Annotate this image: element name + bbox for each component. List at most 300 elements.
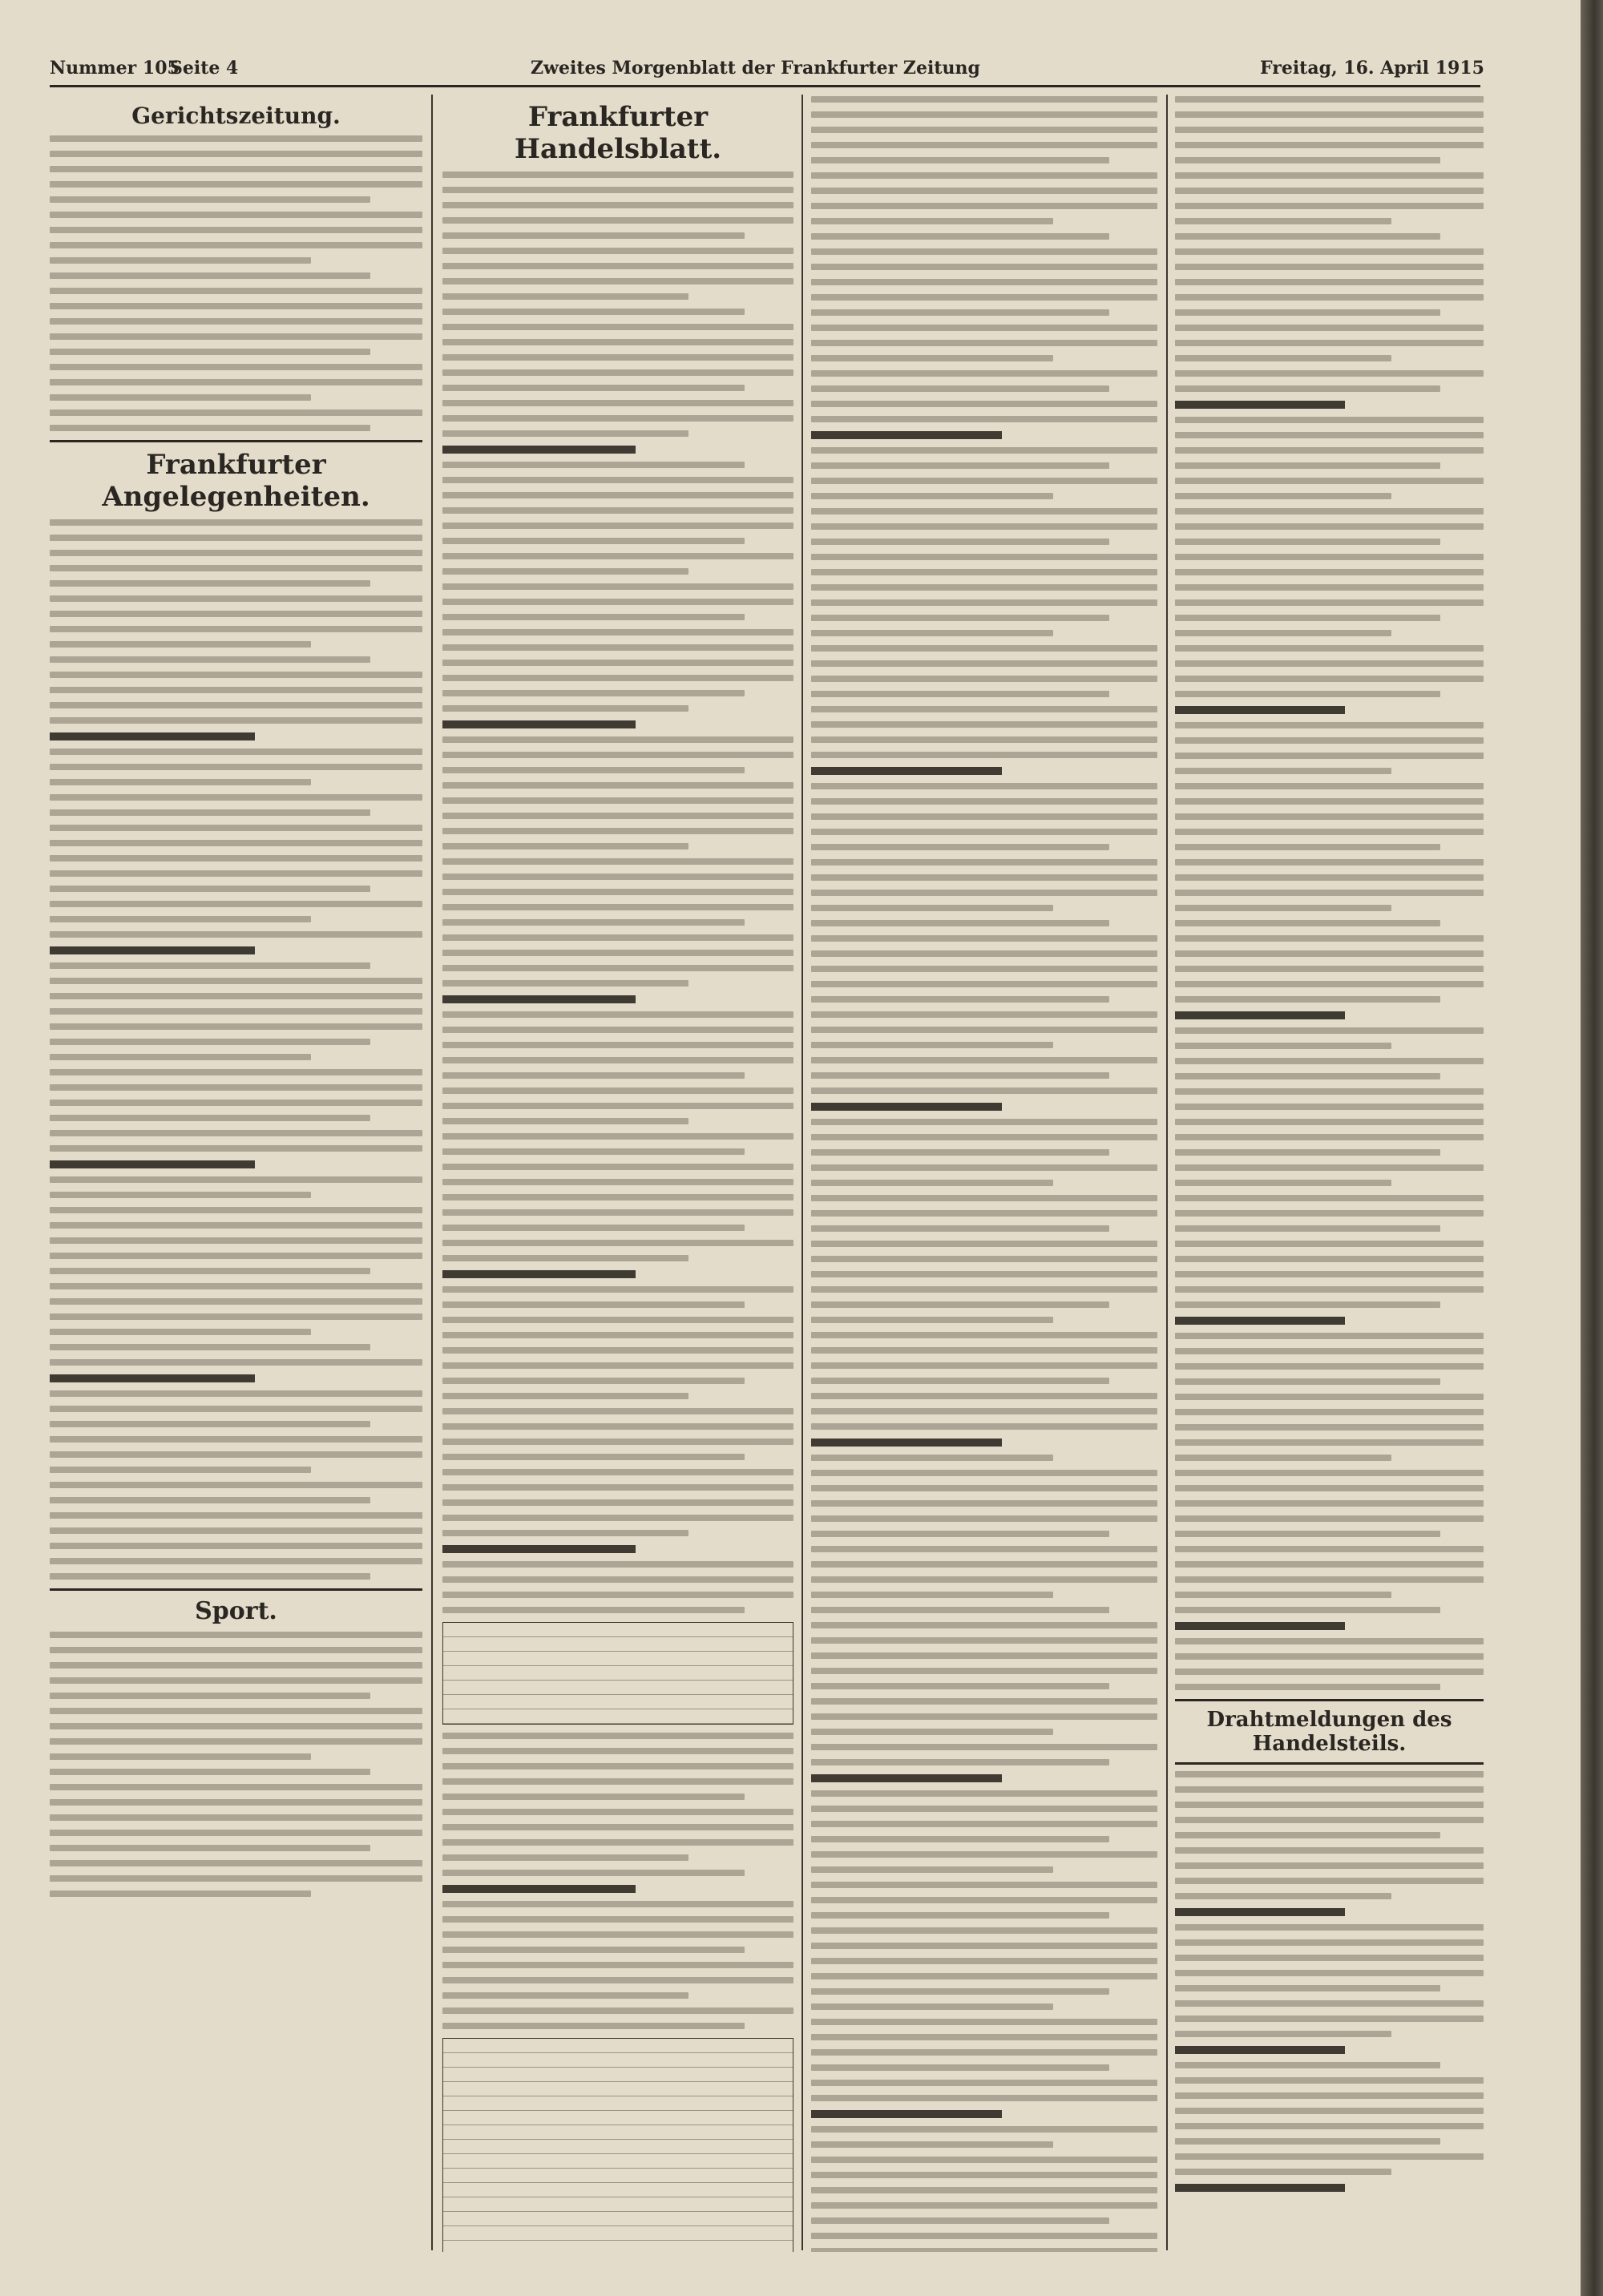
- text-line-placeholder: [811, 1592, 1053, 1598]
- text-line-placeholder: [811, 1256, 1157, 1262]
- text-line-placeholder: [811, 142, 1157, 148]
- text-line-placeholder: [1175, 1256, 1484, 1262]
- text-line-placeholder: [1175, 1893, 1391, 1899]
- text-line-placeholder: [1175, 1485, 1484, 1491]
- text-line-placeholder: [811, 1423, 1157, 1430]
- text-line-placeholder: [811, 2187, 1157, 2193]
- text-line-placeholder: [442, 1469, 793, 1475]
- text-line-placeholder: [1175, 248, 1484, 255]
- text-line-placeholder: [442, 1194, 793, 1200]
- text-line-placeholder: [1175, 722, 1484, 728]
- text-line-placeholder: [811, 203, 1157, 209]
- text-line-placeholder: [1175, 996, 1440, 1003]
- text-line-placeholder: [811, 584, 1157, 591]
- text-line-placeholder: [811, 645, 1157, 652]
- text-line-placeholder: [811, 554, 1157, 560]
- paragraph-heading-placeholder: [1175, 1622, 1345, 1630]
- text-line-placeholder: [1175, 1561, 1484, 1568]
- paragraph-heading-placeholder: [50, 946, 255, 954]
- text-line-placeholder: [50, 1100, 422, 1106]
- text-line-placeholder: [1175, 1241, 1484, 1247]
- text-line-placeholder: [50, 1192, 311, 1198]
- text-line-placeholder: [50, 1069, 422, 1075]
- text-line-placeholder: [50, 1406, 422, 1412]
- text-line-placeholder: [1175, 554, 1484, 560]
- text-line-placeholder: [1175, 478, 1484, 484]
- text-line-placeholder: [811, 264, 1157, 270]
- text-line-placeholder: [50, 1769, 370, 1775]
- text-line-placeholder: [811, 1027, 1157, 1033]
- text-line-placeholder: [811, 721, 1157, 728]
- paragraph-heading-placeholder: [1175, 1317, 1345, 1325]
- text-line-placeholder: [811, 1301, 1109, 1308]
- text-line-placeholder: [50, 702, 422, 708]
- text-line-placeholder: [811, 2141, 1053, 2148]
- text-line-placeholder: [442, 690, 745, 696]
- text-line-placeholder: [811, 1622, 1157, 1628]
- column-divider: [431, 95, 433, 2250]
- text-line-placeholder: [1175, 1939, 1484, 1946]
- text-line-placeholder: [1175, 1470, 1484, 1476]
- paragraph-heading-placeholder: [1175, 401, 1345, 409]
- text-line-placeholder: [1175, 1378, 1440, 1385]
- column-2: [442, 96, 793, 2252]
- text-line-placeholder: [442, 1947, 745, 1953]
- text-line-placeholder: [442, 248, 793, 254]
- angelegenheiten-text: [50, 519, 422, 1580]
- text-line-placeholder: [1175, 218, 1391, 224]
- text-line-placeholder: [811, 1698, 1157, 1705]
- text-line-placeholder: [811, 1607, 1109, 1613]
- text-line-placeholder: [1175, 1394, 1484, 1400]
- text-line-placeholder: [50, 1527, 422, 1534]
- text-line-placeholder: [442, 1225, 745, 1231]
- text-line-placeholder: [1175, 370, 1484, 377]
- table-row-placeholder: [443, 2096, 793, 2111]
- text-line-placeholder: [811, 233, 1109, 240]
- text-line-placeholder: [50, 1054, 311, 1060]
- text-line-placeholder: [442, 782, 793, 789]
- text-line-placeholder: [1175, 1333, 1484, 1339]
- text-line-placeholder: [1175, 1439, 1484, 1446]
- text-line-placeholder: [1175, 829, 1484, 835]
- text-line-placeholder: [811, 1195, 1157, 1201]
- table-row-placeholder: [443, 2154, 793, 2169]
- column-3-text: [811, 96, 1157, 2252]
- text-line-placeholder: [811, 2248, 1157, 2252]
- text-line-placeholder: [811, 1806, 1157, 1812]
- text-line-placeholder: [50, 1708, 422, 1714]
- text-line-placeholder: [1175, 981, 1484, 987]
- text-line-placeholder: [442, 1931, 793, 1938]
- table-row-placeholder: [443, 1637, 793, 1652]
- text-line-placeholder: [50, 764, 422, 770]
- text-line-placeholder: [50, 794, 422, 801]
- text-line-placeholder: [50, 1723, 422, 1729]
- text-line-placeholder: [811, 1180, 1053, 1186]
- text-line-placeholder: [442, 1576, 793, 1583]
- text-line-placeholder: [50, 349, 370, 355]
- text-line-placeholder: [811, 1332, 1157, 1338]
- text-line-placeholder: [50, 519, 422, 526]
- table-row-placeholder: [443, 2082, 793, 2096]
- text-line-placeholder: [50, 1875, 422, 1882]
- data-table-2: [442, 2038, 793, 2252]
- text-line-placeholder: [1175, 279, 1484, 285]
- text-line-placeholder: [1175, 1771, 1484, 1777]
- text-line-placeholder: [1175, 615, 1440, 621]
- text-line-placeholder: [50, 1512, 422, 1519]
- text-line-placeholder: [811, 996, 1109, 1003]
- text-line-placeholder: [811, 1759, 1109, 1765]
- text-line-placeholder: [811, 1210, 1157, 1217]
- text-line-placeholder: [811, 478, 1157, 484]
- text-line-placeholder: [1175, 1225, 1440, 1232]
- text-line-placeholder: [1175, 1149, 1440, 1156]
- text-line-placeholder: [50, 809, 370, 816]
- text-line-placeholder: [50, 1738, 422, 1745]
- text-line-placeholder: [811, 1408, 1157, 1414]
- paragraph-heading-placeholder: [50, 1374, 255, 1382]
- text-line-placeholder: [442, 1286, 793, 1293]
- text-line-placeholder: [1175, 1363, 1484, 1370]
- text-line-placeholder: [811, 172, 1157, 179]
- text-line-placeholder: [50, 855, 422, 862]
- text-line-placeholder: [811, 752, 1157, 758]
- text-line-placeholder: [442, 477, 793, 483]
- table-row-placeholder: [443, 2068, 793, 2082]
- text-line-placeholder: [442, 1592, 793, 1598]
- text-line-placeholder: [50, 779, 311, 785]
- text-line-placeholder: [442, 1561, 793, 1568]
- text-line-placeholder: [811, 539, 1109, 545]
- text-line-placeholder: [50, 626, 422, 632]
- text-line-placeholder: [1175, 2062, 1440, 2068]
- text-line-placeholder: [1175, 1847, 1484, 1854]
- text-line-placeholder: [1175, 1955, 1484, 1961]
- paragraph-heading-placeholder: [442, 1545, 636, 1553]
- text-line-placeholder: [442, 1332, 793, 1338]
- text-line-placeholder: [1175, 233, 1440, 240]
- text-line-placeholder: [1175, 1104, 1484, 1110]
- text-line-placeholder: [811, 1485, 1157, 1491]
- text-line-placeholder: [50, 1677, 422, 1684]
- text-line-placeholder: [1175, 783, 1484, 789]
- text-line-placeholder: [811, 1866, 1053, 1873]
- text-line-placeholder: [811, 447, 1157, 454]
- text-line-placeholder: [442, 1763, 793, 1769]
- text-line-placeholder: [811, 706, 1157, 712]
- text-line-placeholder: [811, 1531, 1109, 1537]
- text-line-placeholder: [50, 1421, 370, 1427]
- text-line-placeholder: [811, 1576, 1157, 1583]
- text-line-placeholder: [442, 919, 745, 926]
- text-line-placeholder: [811, 111, 1157, 118]
- text-line-placeholder: [50, 364, 422, 370]
- paragraph-heading-placeholder: [1175, 706, 1345, 714]
- text-line-placeholder: [811, 294, 1157, 301]
- text-line-placeholder: [811, 660, 1157, 667]
- text-line-placeholder: [1175, 1301, 1440, 1308]
- text-line-placeholder: [442, 354, 793, 361]
- text-line-placeholder: [811, 2049, 1157, 2056]
- text-line-placeholder: [1175, 1817, 1484, 1823]
- text-line-placeholder: [50, 242, 422, 248]
- paragraph-heading-placeholder: [811, 1774, 1002, 1782]
- text-line-placeholder: [50, 1573, 370, 1580]
- text-line-placeholder: [811, 1042, 1053, 1048]
- text-line-placeholder: [1175, 676, 1484, 682]
- text-line-placeholder: [442, 171, 793, 178]
- section-rule: [1175, 1699, 1484, 1701]
- text-line-placeholder: [1175, 1455, 1391, 1461]
- text-line-placeholder: [1175, 462, 1440, 469]
- text-line-placeholder: [50, 1693, 370, 1699]
- text-line-placeholder: [442, 1209, 793, 1216]
- text-line-placeholder: [811, 1927, 1157, 1934]
- data-table: [442, 1622, 793, 1725]
- text-line-placeholder: [50, 1359, 422, 1366]
- text-line-placeholder: [1175, 1409, 1484, 1415]
- text-line-placeholder: [50, 1008, 422, 1015]
- text-line-placeholder: [811, 1912, 1109, 1919]
- text-line-placeholder: [442, 1515, 793, 1521]
- text-line-placeholder: [442, 278, 793, 284]
- text-line-placeholder: [442, 430, 688, 437]
- text-line-placeholder: [442, 2007, 793, 2014]
- table-row-placeholder: [443, 2111, 793, 2125]
- text-line-placeholder: [811, 340, 1157, 346]
- text-line-placeholder: [50, 870, 422, 877]
- text-line-placeholder: [811, 1851, 1157, 1858]
- text-line-placeholder: [811, 309, 1109, 316]
- text-line-placeholder: [442, 187, 793, 193]
- text-line-placeholder: [1175, 1653, 1484, 1660]
- text-line-placeholder: [50, 1084, 422, 1091]
- text-line-placeholder: [442, 843, 688, 849]
- text-line-placeholder: [442, 828, 793, 834]
- text-line-placeholder: [1175, 920, 1440, 926]
- text-line-placeholder: [50, 565, 422, 571]
- text-line-placeholder: [1175, 2077, 1484, 2084]
- text-line-placeholder: [811, 966, 1157, 972]
- text-line-placeholder: [1175, 874, 1484, 881]
- text-line-placeholder: [811, 920, 1109, 926]
- text-line-placeholder: [1175, 768, 1391, 774]
- text-line-placeholder: [442, 263, 793, 269]
- text-line-placeholder: [1175, 1286, 1484, 1293]
- text-line-placeholder: [50, 580, 370, 587]
- text-line-placeholder: [811, 1225, 1109, 1232]
- section-title-sport: Sport.: [195, 1597, 277, 1625]
- text-line-placeholder: [811, 599, 1157, 606]
- text-line-placeholder: [50, 166, 422, 172]
- text-line-placeholder: [50, 1145, 422, 1152]
- text-line-placeholder: [811, 508, 1157, 514]
- text-line-placeholder: [1175, 385, 1440, 392]
- text-line-placeholder: [50, 1207, 422, 1213]
- text-line-placeholder: [811, 1988, 1109, 1995]
- text-line-placeholder: [50, 288, 422, 294]
- text-line-placeholder: [442, 507, 793, 514]
- paragraph-heading-placeholder: [1175, 2046, 1345, 2054]
- text-line-placeholder: [50, 611, 422, 617]
- text-line-placeholder: [50, 978, 422, 984]
- text-line-placeholder: [442, 797, 793, 804]
- table-row-placeholder: [443, 2212, 793, 2226]
- text-line-placeholder: [50, 1130, 422, 1136]
- text-line-placeholder: [1175, 203, 1484, 209]
- text-line-placeholder: [50, 901, 422, 907]
- text-line-placeholder: [1175, 2092, 1484, 2099]
- text-line-placeholder: [50, 1268, 370, 1274]
- text-line-placeholder: [50, 272, 370, 279]
- text-line-placeholder: [442, 1530, 688, 1536]
- text-line-placeholder: [1175, 2016, 1484, 2022]
- text-line-placeholder: [1175, 127, 1484, 133]
- text-line-placeholder: [442, 462, 745, 468]
- text-line-placeholder: [811, 462, 1109, 469]
- paragraph-heading-placeholder: [811, 431, 1002, 439]
- text-line-placeholder: [50, 1558, 422, 1564]
- text-line-placeholder: [442, 583, 793, 590]
- text-line-placeholder: [50, 1845, 370, 1851]
- text-line-placeholder: [1175, 599, 1484, 606]
- text-line-placeholder: [50, 151, 422, 157]
- text-line-placeholder: [50, 916, 311, 922]
- text-line-placeholder: [1175, 142, 1484, 148]
- text-line-placeholder: [442, 1484, 793, 1491]
- text-line-placeholder: [442, 369, 793, 376]
- text-line-placeholder: [442, 553, 793, 559]
- section-title-handelsblatt: Frankfurter Handelsblatt.: [514, 101, 722, 165]
- text-line-placeholder: [442, 1255, 688, 1261]
- text-line-placeholder: [50, 1344, 370, 1350]
- column-4: [1175, 96, 1484, 2252]
- text-line-placeholder: [50, 656, 370, 663]
- text-line-placeholder: [442, 523, 793, 529]
- text-line-placeholder: [50, 181, 422, 188]
- paragraph-heading-placeholder: [811, 1103, 1002, 1111]
- text-line-placeholder: [1175, 432, 1484, 438]
- text-line-placeholder: [50, 672, 422, 678]
- text-line-placeholder: [442, 385, 745, 391]
- drahtmeldungen-text: [1175, 1771, 1484, 2192]
- text-line-placeholder: [50, 641, 311, 648]
- text-line-placeholder: [1175, 1180, 1391, 1186]
- text-line-placeholder: [442, 1087, 793, 1094]
- text-line-placeholder: [811, 1943, 1157, 1949]
- text-line-placeholder: [50, 196, 370, 203]
- table-row-placeholder: [443, 2241, 793, 2252]
- text-line-placeholder: [1175, 1134, 1484, 1140]
- text-line-placeholder: [442, 1992, 688, 1999]
- text-line-placeholder: [811, 890, 1157, 896]
- text-line-placeholder: [442, 813, 793, 819]
- text-line-placeholder: [442, 1962, 793, 1968]
- text-line-placeholder: [50, 749, 422, 755]
- text-line-placeholder: [442, 232, 745, 239]
- section-rule: [50, 440, 422, 442]
- text-line-placeholder: [1175, 1786, 1484, 1793]
- text-line-placeholder: [1175, 1210, 1484, 1217]
- text-line-placeholder: [442, 965, 793, 971]
- text-line-placeholder: [442, 1794, 745, 1800]
- text-line-placeholder: [442, 293, 688, 300]
- text-line-placeholder: [811, 859, 1157, 866]
- text-line-placeholder: [811, 2202, 1157, 2209]
- page-number: Seite 4: [170, 58, 239, 79]
- text-line-placeholder: [1175, 157, 1440, 163]
- text-line-placeholder: [442, 217, 793, 224]
- text-line-placeholder: [50, 1467, 311, 1473]
- handelsblatt-text: [442, 171, 793, 1613]
- text-line-placeholder: [1175, 1119, 1484, 1125]
- text-line-placeholder: [442, 1916, 793, 1923]
- text-line-placeholder: [811, 1149, 1109, 1156]
- table-row-placeholder: [443, 2169, 793, 2183]
- text-line-placeholder: [1175, 1500, 1484, 1507]
- text-line-placeholder: [811, 691, 1109, 697]
- table-row-placeholder: [443, 1695, 793, 1709]
- text-line-placeholder: [1175, 737, 1484, 744]
- text-line-placeholder: [442, 1179, 793, 1185]
- paragraph-heading-placeholder: [811, 1439, 1002, 1447]
- text-line-placeholder: [442, 1347, 793, 1354]
- text-line-placeholder: [811, 1515, 1157, 1522]
- text-line-placeholder: [1175, 844, 1440, 850]
- text-line-placeholder: [811, 950, 1157, 957]
- text-line-placeholder: [50, 535, 422, 541]
- text-line-placeholder: [1175, 1878, 1484, 1884]
- text-line-placeholder: [1175, 1515, 1484, 1522]
- text-line-placeholder: [442, 1733, 793, 1739]
- column-1: [50, 96, 422, 2252]
- text-line-placeholder: [442, 1103, 793, 1109]
- text-line-placeholder: [1175, 1862, 1484, 1869]
- text-line-placeholder: [442, 400, 793, 406]
- text-line-placeholder: [442, 1977, 793, 1983]
- text-line-placeholder: [811, 1271, 1157, 1277]
- text-line-placeholder: [811, 1470, 1157, 1476]
- text-line-placeholder: [811, 1652, 1157, 1659]
- text-line-placeholder: [811, 1286, 1157, 1293]
- section-rule: [1175, 1762, 1484, 1765]
- text-line-placeholder: [442, 1118, 688, 1124]
- text-line-placeholder: [811, 874, 1157, 881]
- text-line-placeholder: [811, 2157, 1157, 2163]
- text-line-placeholder: [811, 2095, 1157, 2101]
- text-line-placeholder: [1175, 1802, 1484, 1808]
- text-line-placeholder: [811, 2003, 1053, 2010]
- text-line-placeholder: [50, 1222, 422, 1229]
- text-line-placeholder: [1175, 1970, 1484, 1976]
- text-line-placeholder: [1175, 294, 1484, 301]
- text-line-placeholder: [811, 813, 1157, 820]
- text-line-placeholder: [811, 1241, 1157, 1247]
- text-line-placeholder: [442, 1901, 793, 1907]
- text-line-placeholder: [50, 1115, 370, 1121]
- text-line-placeholder: [811, 1500, 1157, 1507]
- text-line-placeholder: [1175, 1638, 1484, 1644]
- text-line-placeholder: [442, 1408, 793, 1414]
- text-line-placeholder: [811, 355, 1053, 361]
- text-line-placeholder: [442, 1423, 793, 1430]
- text-line-placeholder: [1175, 539, 1440, 545]
- text-line-placeholder: [50, 1753, 311, 1760]
- text-line-placeholder: [1175, 1669, 1484, 1675]
- text-line-placeholder: [442, 644, 793, 651]
